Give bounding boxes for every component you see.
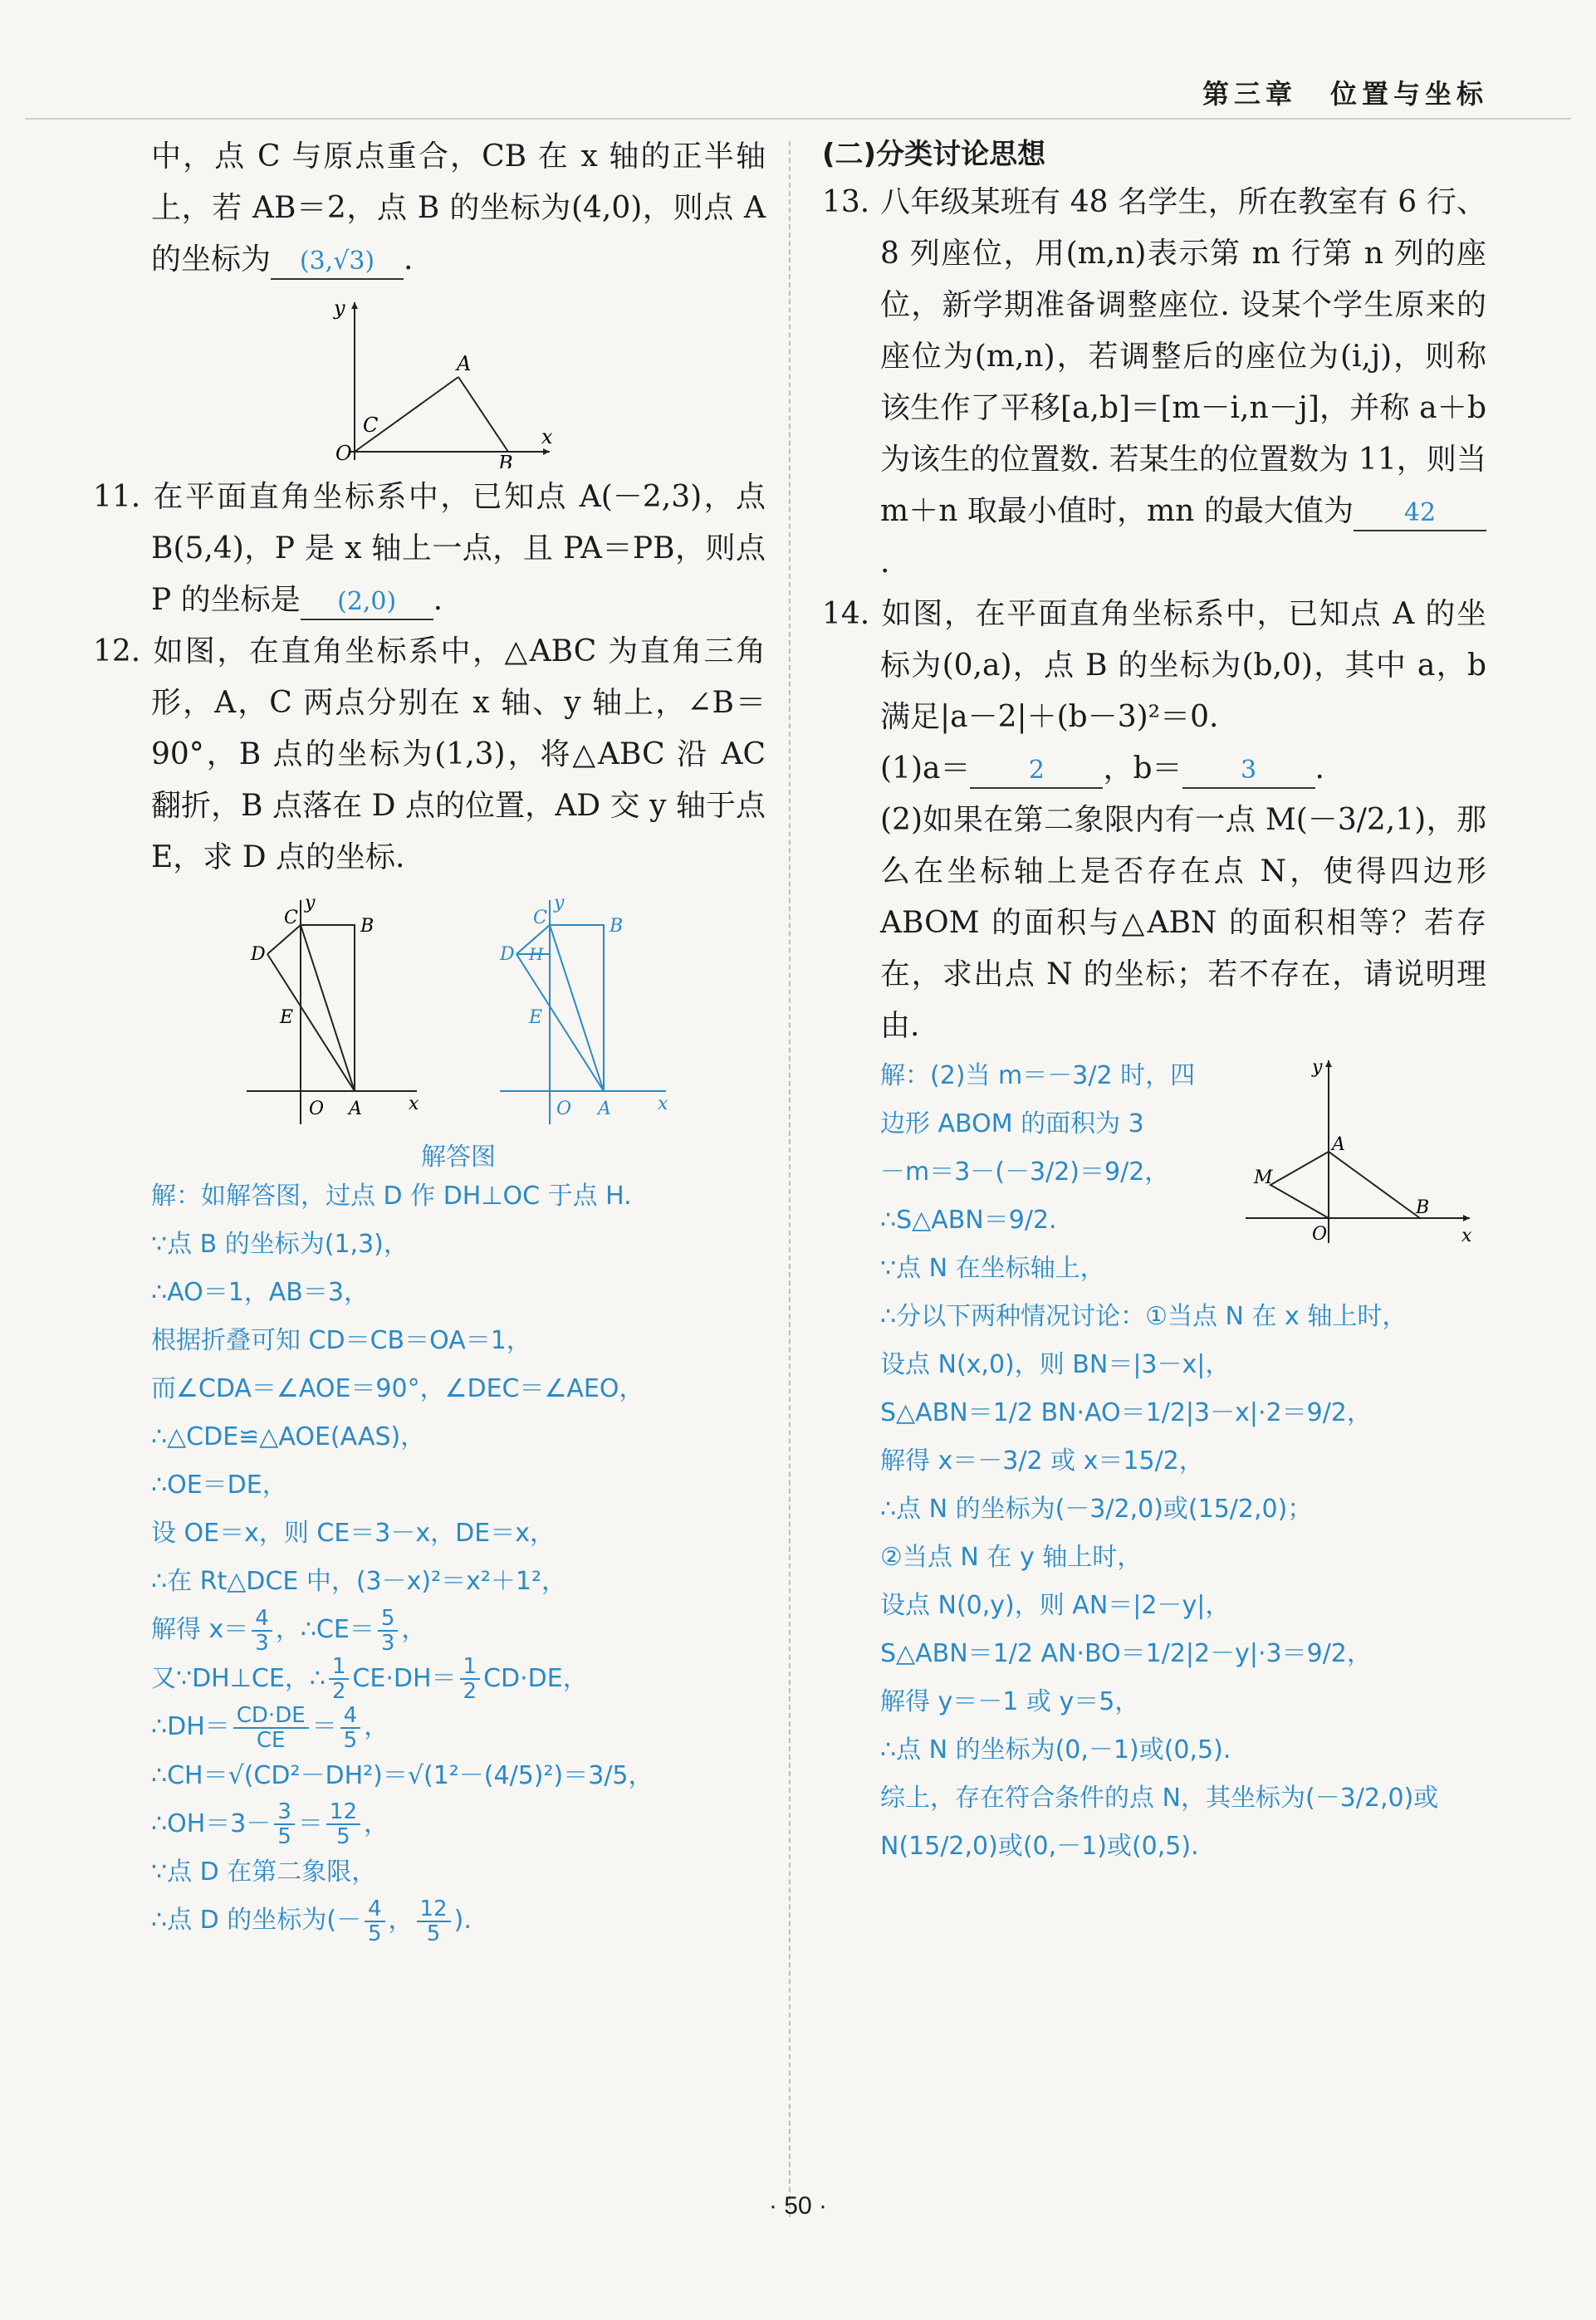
q12-sol-line: 根据折叠可知 CD＝CB＝OA＝1， (151, 1326, 531, 1355)
q14-part2: (2)如果在第二象限内有一点 M(－3/2,1)，那么在坐标轴上是否存在点 N，使得四边形 ABOM 的面积与△ABN 的面积相等？若存在，求出点 N 的坐标；若不存在，请说明理由. (880, 803, 1486, 1043)
q14-sol-line: S△ABN＝1/2 BN·AO＝1/2|3－x|·2＝9/2， (880, 1398, 1372, 1427)
label-M: M (1254, 1167, 1273, 1188)
q13-answer: 42 (1354, 497, 1486, 531)
q13-text: 13. 八年级某班有 48 名学生，所在教室有 6 行、8 列座位，用(m,n)表示第 m 行第 n 列的座位，新学期准备调整座位. 设某个学生原来的座位为(m,n)，若调整后的座位为(i,j)，则称该生作了平移[a,b]＝[m－i,n－j]，并称 a＋b 为该生的位置数. 若某生的位置数为 11，则当 m＋n 取最小值时，mn 的最大值为 42. (822, 185, 1486, 580)
svg-text:B: B (610, 916, 624, 937)
svg-text:O: O (309, 1099, 325, 1119)
segment-AB (458, 377, 508, 452)
svg-text:A: A (349, 1099, 362, 1119)
svg-text:E: E (280, 1007, 294, 1028)
label-A: A (457, 352, 472, 375)
label-O: O (1312, 1224, 1328, 1245)
q14-sol-line: 设点 N(x,0)，则 BN＝|3－x|， (880, 1350, 1231, 1379)
svg-text:H: H (529, 944, 544, 964)
q12-figure-original (247, 900, 417, 1124)
q12-sol-line: 解：如解答图，过点 D 作 DH⊥OC 于点 H. (151, 1182, 632, 1211)
label-O: O (335, 442, 352, 465)
svg-text:x: x (409, 1094, 419, 1114)
label-C: C (363, 414, 379, 437)
label-y: y (1312, 1057, 1323, 1078)
label-x: x (1461, 1226, 1472, 1246)
q12-text: 12. 如图，在直角坐标系中，△ABC 为直角三角形，A，C 两点分别在 x 轴、y 轴上，∠B＝90°，B 点的坐标为(1,3)，将△ABC 沿 AC 翻折，B 点落在 D 点的位置，AD 交 y 轴于点 E，求 D 点的坐标. (93, 634, 766, 874)
svg-text:y: y (554, 893, 565, 913)
q14-sol-line: ∴分以下两种情况讨论：①当点 N 在 x 轴上时， (880, 1302, 1408, 1331)
q14-sol-line: －m＝3－(－3/2)＝9/2， (880, 1158, 1170, 1187)
q14-text: 14. 如图，在平面直角坐标系中，已知点 A 的坐标为(0,a)，点 B 的坐标为(b,0)，其中 a，b 满足|a－2|＋(b－3)²＝0. (822, 597, 1486, 734)
q12-sol-line: ∵点 D 在第二象限， (151, 1857, 377, 1887)
chapter-label: 第三章 (1202, 78, 1297, 110)
q14-sol-line: N(15/2,0)或(0,－1)或(0,5). (880, 1832, 1199, 1861)
header-rule (25, 118, 1571, 120)
q12-sol-line: ∴△CDE≌△AOE(AAS)， (151, 1422, 426, 1451)
section-title: (二)分类讨论思想 (822, 138, 1046, 171)
q14-sol-line: ∴S△ABN＝9/2. (880, 1206, 1057, 1235)
q14-sol-line: ∴点 N 的坐标为(－3/2,0)或(15/2,0)； (880, 1495, 1313, 1524)
q12-sol-line: ∴OE＝DE， (151, 1471, 287, 1500)
q12-figure-answer (500, 900, 666, 1124)
q12-sol-line: 而∠CDA＝∠AOE＝90°，∠DEC＝∠AEO， (151, 1374, 644, 1403)
q14-sol-line: 解：(2)当 m＝－3/2 时，四 (880, 1061, 1196, 1090)
svg-text:B: B (360, 916, 375, 937)
chapter-title: 位置与坐标 (1329, 78, 1488, 110)
label-A: A (1332, 1134, 1345, 1155)
q12-sol-line: ∴CH＝√(CD²－DH²)＝√(1²－(4/5)²)＝3/5， (151, 1760, 654, 1790)
q12-figures (151, 883, 766, 1133)
svg-text:D: D (500, 944, 515, 965)
q14-sol-line: 边形 ABOM 的面积为 3 (880, 1109, 1144, 1138)
svg-text:E: E (529, 1007, 543, 1028)
q11-answer: (2,0) (301, 585, 433, 620)
q14-answer-a: 2 (970, 754, 1103, 789)
q10-figure (151, 286, 766, 468)
q12-sol-line: 又∵DH⊥CE，∴ $\frac{1}{2}$ CE·DH＝ $\frac{1}{2}$ CD·DE， (151, 1654, 588, 1704)
q12-sol-line: ∵点 B 的坐标为(1,3)， (151, 1230, 409, 1259)
label-B: B (498, 452, 513, 468)
left-column (93, 131, 766, 1946)
q10-text: 中，点 C 与原点重合，CB 在 x 轴的正半轴上，若 AB＝2，点 B 的坐标为(4,0)，则点 A 的坐标为 (3,√3) . (151, 131, 766, 286)
q12-figure-caption: 解答图 (421, 1143, 496, 1172)
q14-sol-line: ∴点 N 的坐标为(0,－1)或(0,5). (880, 1735, 1231, 1764)
svg-text:A: A (598, 1099, 611, 1119)
label-y: y (334, 296, 345, 320)
q14-sol-line: S△ABN＝1/2 AN·BO＝1/2|2－y|·3＝9/2， (880, 1639, 1372, 1668)
svg-text:C: C (533, 908, 547, 928)
svg-text:O: O (556, 1099, 572, 1119)
svg-text:D: D (251, 944, 266, 965)
q10-answer: (3,√3) (271, 245, 404, 280)
q12-sol-line: ∴OH＝3－ $\frac{3}{5}$ ＝ $\frac{12}{5}$ ， (151, 1799, 389, 1849)
q12-sol-line: ∴DH＝ $\frac{CD\cdot DE}{CE}$ ＝ $\frac{4}{5}$ ， (151, 1702, 389, 1753)
q11-text: 11. 在平面直角坐标系中，已知点 A(－2,3)，点 B(5,4)，P 是 x 轴上一点，且 PA＝PB，则点 P 的坐标是 (2,0) . (151, 472, 766, 626)
page-number: · 50 · (768, 2192, 828, 2220)
q14-figure (1229, 1052, 1478, 1268)
q14-sol-line: 解得 x＝－3/2 或 x＝15/2， (880, 1446, 1204, 1476)
q14-sol-line: 综上，存在符合条件的点 N，其坐标为(－3/2,0)或 (880, 1784, 1439, 1813)
q14-part1: (1)a＝ 2 ，b＝ 3 . (822, 743, 1486, 795)
page-header (1202, 73, 1488, 111)
right-column (822, 131, 1486, 1871)
label-B: B (1416, 1197, 1430, 1218)
q12-sol-line: 解得 x＝ $\frac{4}{3}$ ，∴CE＝ $\frac{5}{3}$ ， (151, 1605, 427, 1656)
svg-text:x: x (658, 1094, 668, 1114)
q12-sol-line: ∴AO＝1，AB＝3， (151, 1278, 369, 1307)
q14-answer-b: 3 (1182, 754, 1315, 789)
q12-sol-line: ∴点 D 的坐标为(－ $\frac{4}{5}$ ， $\frac{12}{5}$ ). (151, 1896, 472, 1946)
svg-text:y: y (305, 893, 316, 913)
q12-solution (151, 1172, 766, 1946)
column-divider (789, 141, 791, 2217)
q14-sol-line: ∵点 N 在坐标轴上， (880, 1254, 1105, 1283)
q12-sol-line: 设 OE＝x，则 CE＝3－x，DE＝x， (151, 1519, 555, 1548)
q12-sol-line: ∴在 Rt△DCE 中，(3－x)²＝x²＋1²， (151, 1567, 567, 1596)
q14-sol-line: 设点 N(0,y)，则 AN＝|2－y|， (880, 1591, 1231, 1620)
q14-sol-line: ②当点 N 在 y 轴上时， (880, 1543, 1143, 1572)
q14-solution-block (822, 1052, 1486, 1871)
label-x: x (541, 425, 553, 448)
svg-text:C: C (284, 908, 298, 928)
q14-sol-line: 解得 y＝－1 或 y＝5， (880, 1687, 1140, 1716)
